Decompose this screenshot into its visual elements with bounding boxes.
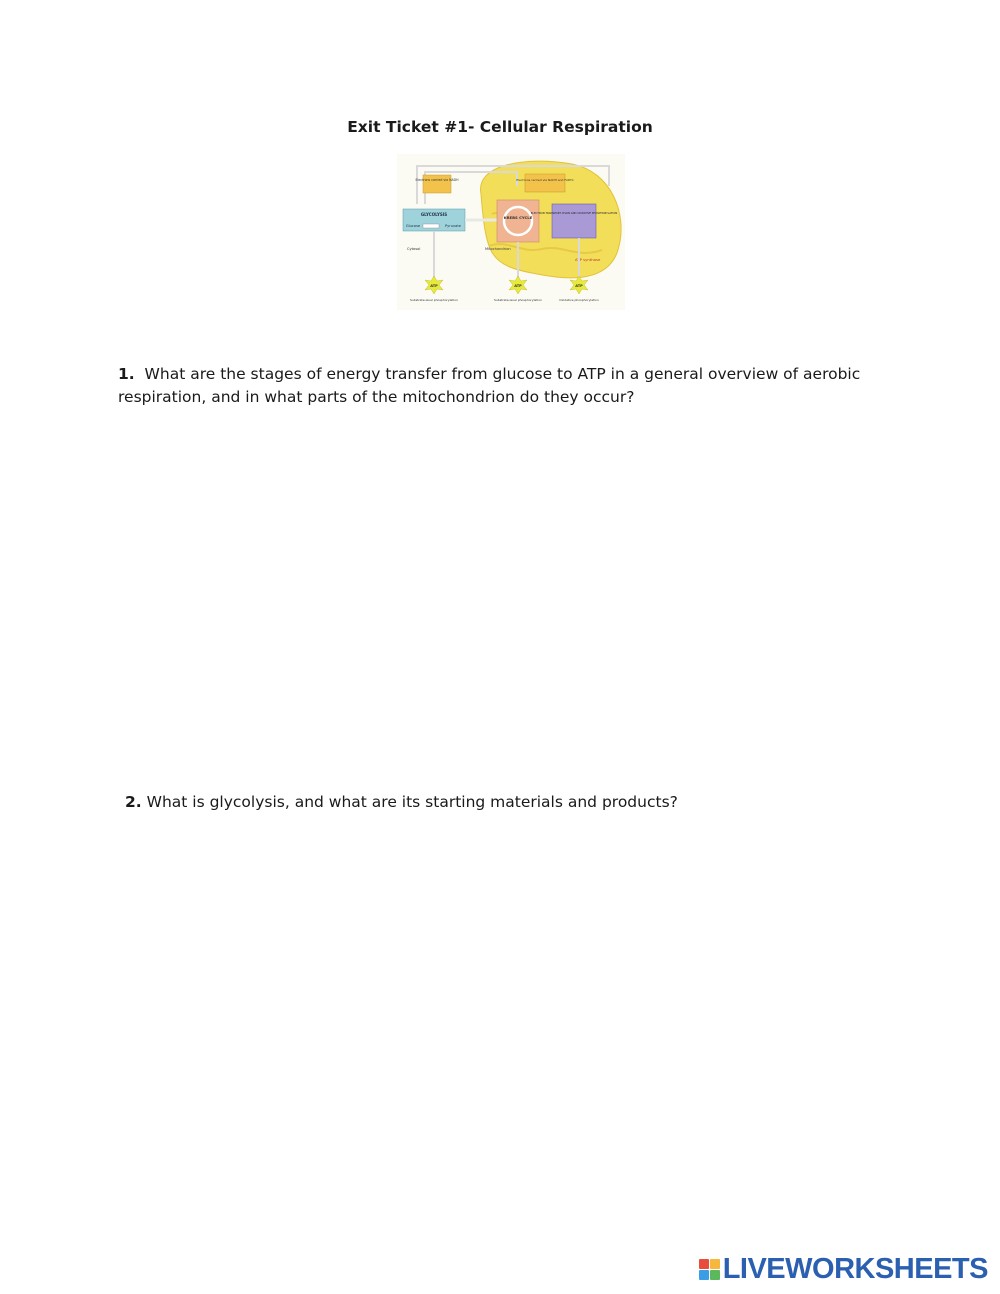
etc-box bbox=[552, 204, 596, 238]
substrate-level-label-2: Substrate-level phosphorylation bbox=[494, 298, 542, 302]
icon-square-i bbox=[710, 1259, 720, 1269]
question-2-number: 2. bbox=[125, 793, 142, 811]
etc-label: ELECTRON TRANSPORT CHAIN AND OXIDATIVE PHOSPHORYLATION bbox=[530, 212, 618, 215]
electrons-nadh-label: Electrons carried via NADH bbox=[415, 178, 459, 182]
electrons-nadh-fadh-box bbox=[525, 174, 565, 192]
icon-square-e bbox=[710, 1270, 720, 1280]
atp-star-3 bbox=[570, 276, 588, 294]
liveworksheets-text: LIVEWORKSHEETS bbox=[722, 1252, 988, 1285]
icon-square-v bbox=[699, 1270, 709, 1280]
atp-label-3: ATP bbox=[575, 284, 583, 288]
page-title: Exit Ticket #1- Cellular Respiration bbox=[347, 118, 653, 136]
cytosol-label: Cytosol bbox=[407, 247, 421, 251]
mitochondrion-label: Mitochondrion bbox=[485, 247, 511, 251]
electrons-nadh-fadh-label: Electrons carried via NADH and FADH₂ bbox=[516, 178, 574, 182]
question-1 bbox=[118, 363, 878, 409]
question-2-text: What is glycolysis, and what are its starting materials and products? bbox=[146, 793, 678, 811]
question-1-text: What are the stages of energy transfer from glucose to ATP in a general overview of aerobic respiration, and in what parts of the mitochondrion do they occur? bbox=[118, 365, 861, 406]
glycolysis-label: GLYCOLYSIS bbox=[420, 212, 448, 217]
icon-square-l bbox=[699, 1259, 709, 1269]
pyruvate-label: Pyruvate bbox=[445, 224, 461, 228]
oxidative-label: Oxidative phosphorylation bbox=[559, 298, 599, 302]
liveworksheets-logo[interactable] bbox=[699, 1254, 988, 1284]
atp-star-1 bbox=[425, 276, 443, 294]
substrate-level-label-1: Substrate-level phosphorylation bbox=[410, 298, 458, 302]
glucose-label: Glucose bbox=[405, 224, 421, 228]
atp-label-1: ATP bbox=[430, 284, 438, 288]
atp-synthase-label: ATP synthase bbox=[575, 257, 601, 262]
atp-label-2: ATP bbox=[514, 284, 522, 288]
question-1-number: 1. bbox=[118, 365, 135, 383]
cellular-respiration-diagram bbox=[397, 154, 625, 310]
atp-star-2 bbox=[509, 276, 527, 294]
krebs-cycle-label: KREBS CYCLE bbox=[503, 215, 533, 220]
liveworksheets-icon bbox=[699, 1259, 720, 1280]
question-2 bbox=[125, 791, 885, 814]
